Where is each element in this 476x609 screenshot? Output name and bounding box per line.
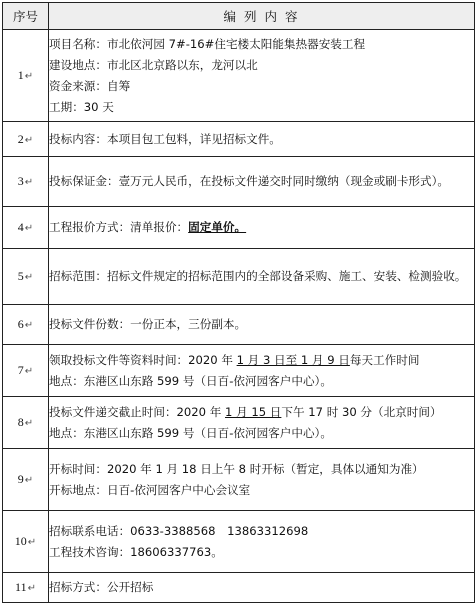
table-row <box>3 157 475 207</box>
row-content <box>49 305 475 345</box>
fund-source: 资金来源：自筹 <box>49 78 131 93</box>
row-content <box>49 449 475 511</box>
row-number: 4↵ <box>3 207 49 249</box>
doc-pickup-time: 领取投标文件等资料时间：2020 年 1 月 3 日至 1 月 9 日每天工作时间 <box>49 352 420 367</box>
row-number: 9↵ <box>3 449 49 511</box>
row-number: 11↵ <box>3 573 49 603</box>
table-row <box>3 449 475 511</box>
project-name: 项目名称：市北依河园 7#-16#住宅楼太阳能集热器安装工程 <box>49 36 366 51</box>
bid-bond: 投标保证金：壹万元人民币，在投标文件递交时同时缴纳（现金或刷卡形式）。 <box>49 174 449 188</box>
doc-pickup-location: 地点：东港区山东路 599 号（日百-依河园客户中心）。 <box>49 373 332 388</box>
row-number: 2↵ <box>3 122 49 157</box>
tech-consult-phone: 工程技术咨询：18606337763。 <box>49 544 223 559</box>
table-row <box>3 122 475 157</box>
table-row <box>3 249 475 305</box>
table-row <box>3 30 475 122</box>
quote-method-label: 工程报价方式：清单报价： <box>49 220 189 234</box>
quote-method-value: 固定单价。 <box>188 220 247 234</box>
row-content <box>49 511 475 573</box>
row-number: 8↵ <box>3 397 49 449</box>
bid-copies: 投标文件份数：一份正本，三份副本。 <box>49 317 247 331</box>
table-row <box>3 305 475 345</box>
table-row <box>3 397 475 449</box>
table-row <box>3 573 475 603</box>
table-header-row <box>3 3 475 30</box>
row-content <box>49 573 475 603</box>
opening-location: 开标地点：日百-依河园客户中心会议室 <box>49 482 251 497</box>
row-content <box>49 397 475 449</box>
row-content <box>49 345 475 397</box>
header-no: 序号 <box>3 3 49 30</box>
bid-info-table <box>2 2 475 603</box>
row-number: 5↵ <box>3 249 49 305</box>
row-content <box>49 122 475 157</box>
row-content <box>49 157 475 207</box>
row-number: 10↵ <box>3 511 49 573</box>
row-content <box>49 207 475 249</box>
row-content <box>49 30 475 122</box>
row-content <box>49 249 475 305</box>
submission-location: 地点：东港区山东路 599 号（日百-依河园客户中心）。 <box>49 425 332 440</box>
bid-scope: 招标范围：招标文件规定的招标范围内的全部设备采购、施工、安装、检测验收。 <box>49 269 467 283</box>
header-content: 编 列 内 容 <box>49 3 475 30</box>
bid-content: 投标内容：本项目包工包料，详见招标文件。 <box>49 131 281 146</box>
table-row <box>3 511 475 573</box>
construction-period: 工期：30 天 <box>49 99 114 114</box>
row-number: 1↵ <box>3 30 49 122</box>
row-number: 6↵ <box>3 305 49 345</box>
row-number: 3↵ <box>3 157 49 207</box>
submission-deadline: 投标文件递交截止时间：2020 年 1 月 15 日下午 17 时 30 分（北京时间） <box>49 404 442 419</box>
table-row <box>3 345 475 397</box>
table-row <box>3 207 475 249</box>
row-number: 7↵ <box>3 345 49 397</box>
opening-time: 开标时间：2020 年 1 月 18 日上午 8 时开标（暂定，具体以通知为准） <box>49 461 424 476</box>
tender-method: 招标方式：公开招标 <box>49 580 154 594</box>
project-location: 建设地点：市北区北京路以东，龙河以北 <box>49 57 258 72</box>
contact-phone: 招标联系电话：0633-3388568 13863312698 <box>49 523 309 538</box>
